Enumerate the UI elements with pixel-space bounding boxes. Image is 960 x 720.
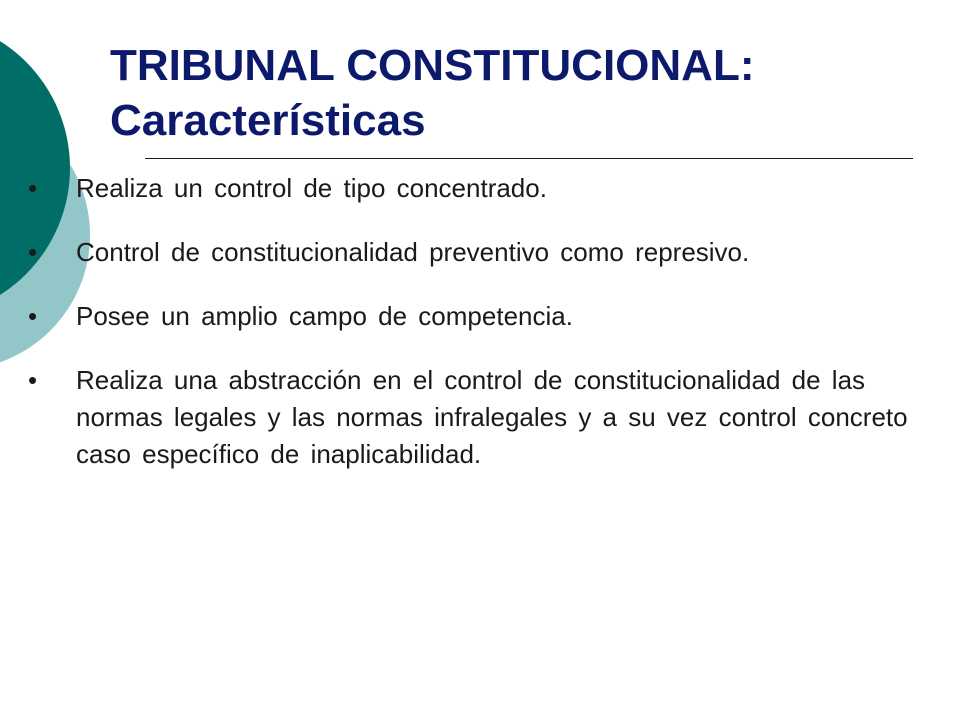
bullet-marker: • (28, 173, 38, 203)
bullet-item (28, 362, 948, 473)
bullet-item (28, 298, 948, 335)
bullet-item (28, 170, 948, 207)
bullet-marker: • (28, 365, 38, 395)
bullet-list (28, 170, 948, 500)
bullet-item (28, 234, 948, 271)
bullet-text: Posee un amplio campo de competencia. (76, 301, 573, 331)
bullet-text: Realiza una abstracción en el control de constitucionalidad de las normas legales y las normas infralegales y a su vez control concreto caso específico de inaplicabilidad. (76, 365, 908, 469)
bullet-marker: • (28, 237, 38, 267)
slide-title-line-1: TRIBUNAL CONSTITUCIONAL: (110, 41, 755, 90)
title-underline (145, 158, 913, 159)
slide-title (110, 38, 930, 148)
bullet-text: Realiza un control de tipo concentrado. (76, 173, 547, 203)
bullet-text: Control de constitucionalidad preventivo como represivo. (76, 237, 750, 267)
bullet-marker: • (28, 301, 38, 331)
slide-title-line-2: Características (110, 96, 426, 145)
